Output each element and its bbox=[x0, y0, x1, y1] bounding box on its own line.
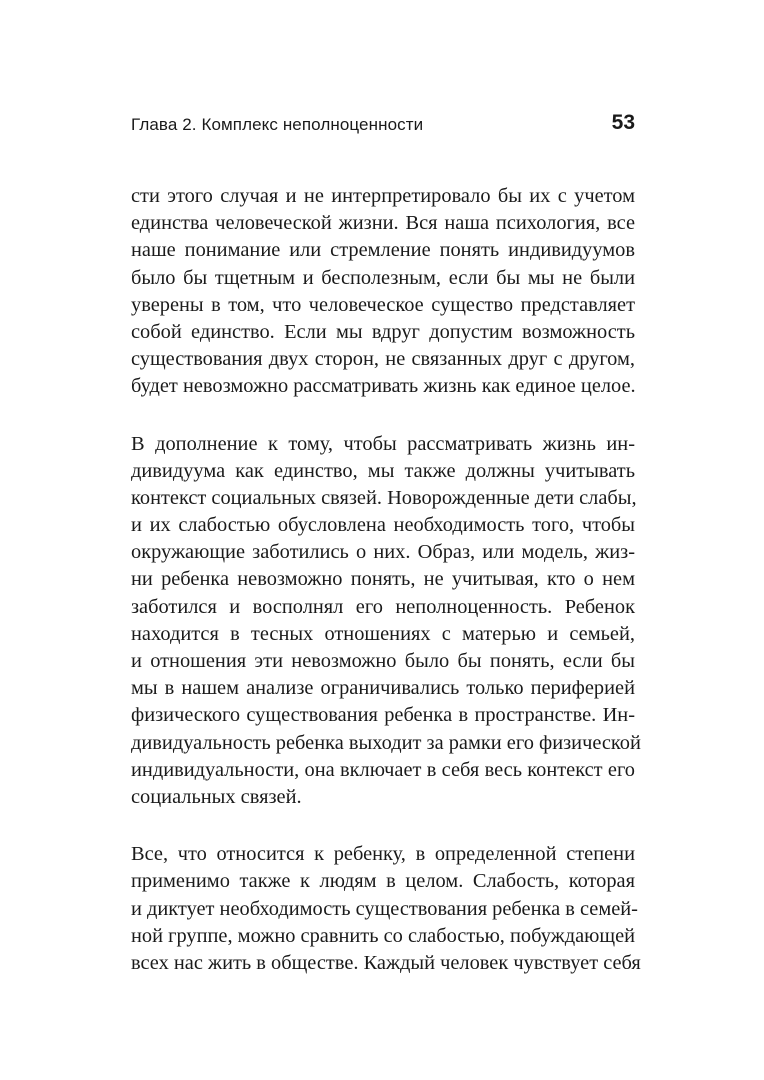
text-line: наше понимание или стремление понять индивидуумов bbox=[131, 239, 635, 262]
paragraph-2 bbox=[131, 431, 641, 812]
text-line: собой единство. Если мы вдруг допустим возможность bbox=[131, 320, 635, 343]
paragraph-3 bbox=[131, 841, 641, 977]
paragraph-1 bbox=[131, 183, 635, 401]
text-line: было бы тщетным и бесполезным, если бы мы не были bbox=[131, 266, 635, 289]
text-line: применимо также к людям в целом. Слабость, которая bbox=[131, 870, 635, 893]
text-line: индивидуальности, она включает в себя весь контекст его bbox=[131, 758, 635, 781]
text-line: физического существования ребенка в пространстве. Ин- bbox=[131, 704, 635, 727]
text-line: мы в нашем анализе ограничивались только периферией bbox=[131, 677, 635, 700]
text-line: и диктует необходимость существования ребенка в семей- bbox=[131, 897, 638, 920]
text-line: социальных связей. bbox=[131, 785, 302, 808]
text-line: дивидуума как единство, мы также должны учитывать bbox=[131, 459, 635, 482]
page-number: 53 bbox=[611, 111, 635, 134]
text-line: всех нас жить в обществе. Каждый человек чувствует себя bbox=[131, 951, 641, 974]
running-header bbox=[131, 111, 635, 141]
text-line: сти этого случая и не интерпретировало бы их с учетом bbox=[131, 185, 635, 207]
text-line: заботился и восполнял его неполноценность. Ребенок bbox=[131, 595, 635, 618]
text-line: контекст социальных связей. Новорожденные дети слабы, bbox=[131, 486, 637, 509]
text-line: и их слабостью обусловлена необходимость того, чтобы bbox=[131, 514, 635, 537]
text-line: и отношения эти невозможно было бы понять, если бы bbox=[131, 650, 635, 672]
text-line: ной группе, можно сравнить со слабостью, побуждающей bbox=[131, 924, 636, 947]
text-line: будет невозможно рассматривать жизнь как единое целое. bbox=[131, 375, 636, 398]
text-line: находится в тесных отношениях с матерью и семьей, bbox=[131, 622, 635, 645]
text-line: Все, что относится к ребенку, в определенной степени bbox=[131, 843, 635, 866]
text-line: единства человеческой жизни. Вся наша психология, все bbox=[131, 212, 635, 235]
body-text bbox=[131, 183, 641, 1007]
chapter-title: Глава 2. Комплекс неполноценности bbox=[131, 115, 424, 134]
text-line: окружающие заботились о них. Образ, или модель, жиз- bbox=[131, 541, 635, 564]
text-line: ни ребенка невозможно понять, не учитывая, кто о нем bbox=[131, 568, 635, 591]
text-line: В дополнение к тому, чтобы рассматривать жизнь ин- bbox=[131, 432, 635, 455]
text-line: существования двух сторон, не связанных друг с другом, bbox=[131, 348, 635, 371]
text-line: уверены в том, что человеческое существо представляет bbox=[131, 293, 635, 316]
text-line: дивидуальность ребенка выходит за рамки его физической bbox=[131, 731, 641, 754]
